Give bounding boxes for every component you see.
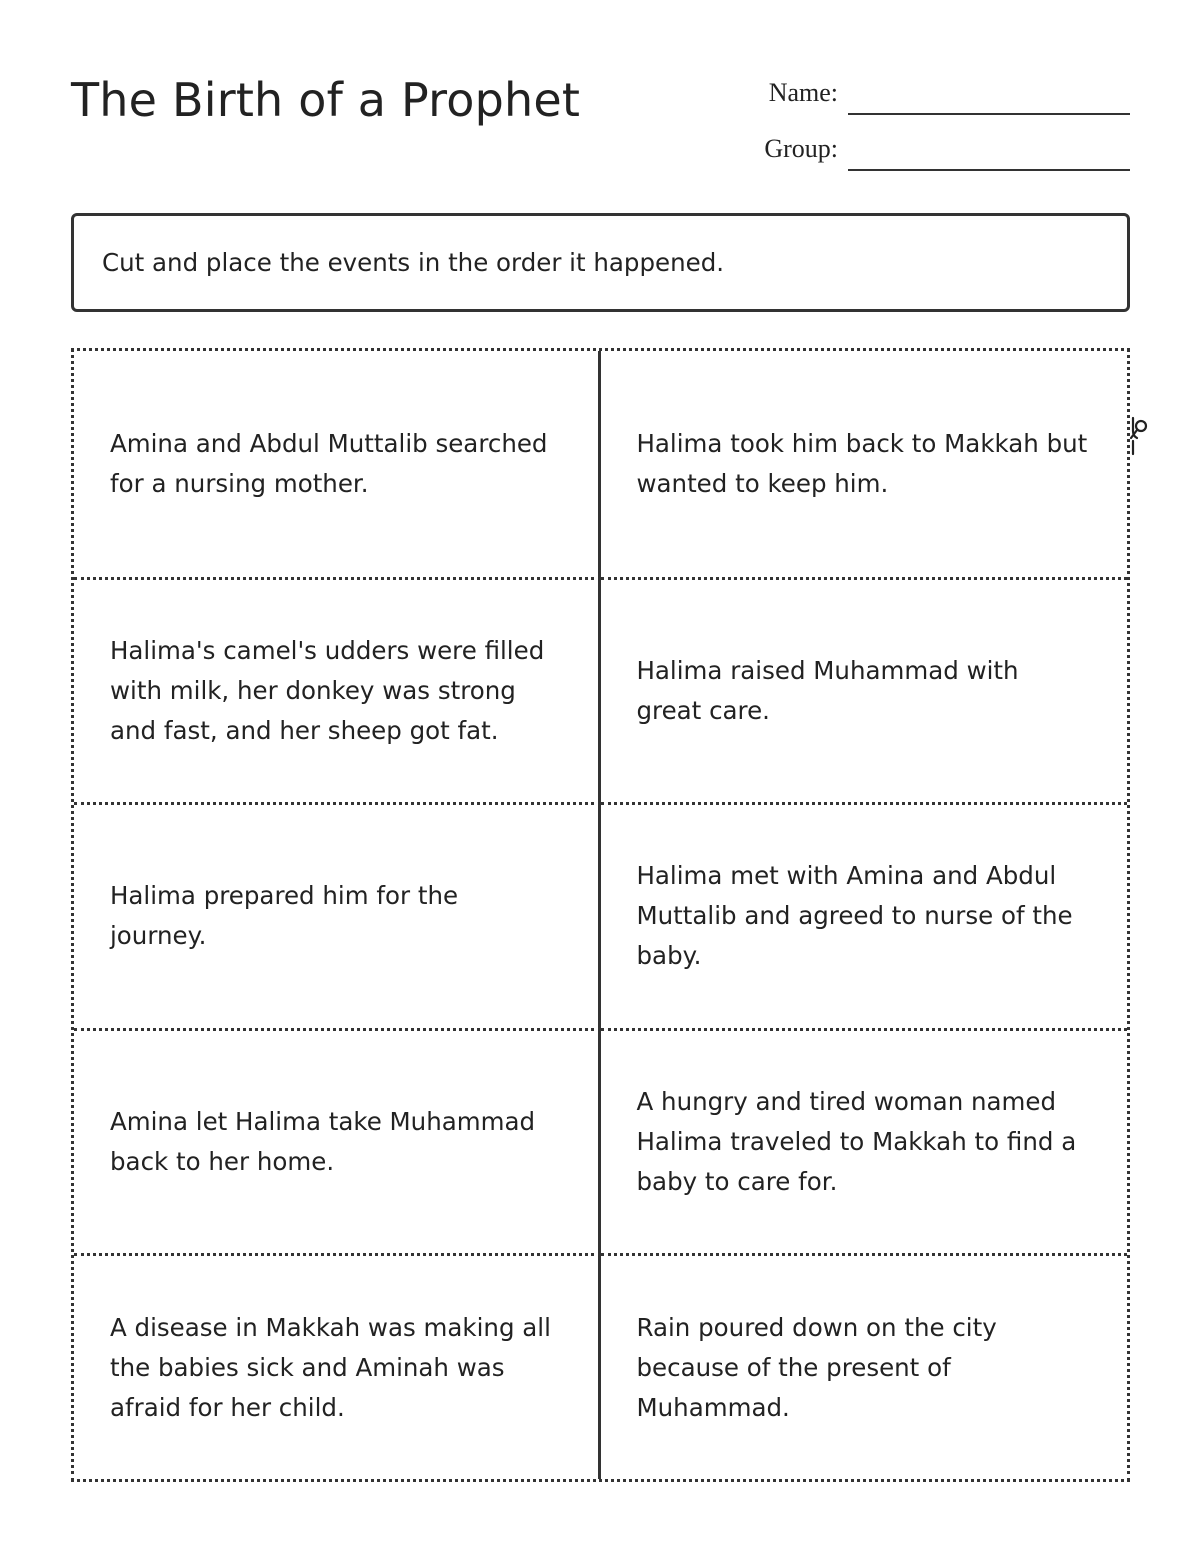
- event-card[interactable]: [601, 1253, 1128, 1479]
- event-card[interactable]: [74, 577, 601, 803]
- event-card-text: Halima met with Amina and Abdul Muttalib and agreed to nurse of the baby.: [636, 861, 1073, 971]
- instruction-text: Cut and place the events in the order it happened.: [102, 248, 725, 277]
- event-card[interactable]: [74, 351, 601, 577]
- event-card-text: Rain poured down on the city because of the present of Muhammad.: [636, 1312, 997, 1422]
- event-card-text: Halima raised Muhammad with great care.: [636, 655, 1019, 725]
- event-card[interactable]: [601, 1028, 1128, 1254]
- name-label: Name:: [768, 78, 838, 107]
- name-field[interactable]: [700, 76, 1130, 116]
- instruction-box: [71, 213, 1130, 312]
- event-card-text: A disease in Makkah was making all the babies sick and Aminah was afraid for her child.: [110, 1312, 551, 1422]
- group-line[interactable]: [848, 169, 1130, 171]
- event-card[interactable]: [74, 1253, 601, 1479]
- event-card[interactable]: [74, 1028, 601, 1254]
- group-label: Group:: [764, 134, 838, 163]
- event-card-text: Amina and Abdul Muttalib searched for a nursing mother.: [110, 428, 548, 498]
- event-card-text: Halima took him back to Makkah but wanted to keep him.: [636, 428, 1088, 498]
- event-card-text: Amina let Halima take Muhammad back to her home.: [110, 1107, 536, 1177]
- name-line[interactable]: [848, 113, 1130, 115]
- event-card-text: A hungry and tired woman named Halima traveled to Makkah to find a baby to care for.: [636, 1087, 1077, 1197]
- event-card[interactable]: [74, 802, 601, 1028]
- event-card[interactable]: [601, 577, 1128, 803]
- scissors-icon: [1120, 414, 1160, 458]
- event-card[interactable]: [601, 351, 1128, 577]
- event-card[interactable]: [601, 802, 1128, 1028]
- worksheet-title: The Birth of a Prophet: [71, 73, 581, 127]
- cut-out-cards: [71, 348, 1130, 1482]
- group-field[interactable]: [700, 132, 1130, 172]
- event-card-text: Halima's camel's udders were filled with milk, her donkey was strong and fast, and her sheep got fat.: [110, 635, 545, 745]
- event-card-text: Halima prepared him for the journey.: [110, 881, 459, 951]
